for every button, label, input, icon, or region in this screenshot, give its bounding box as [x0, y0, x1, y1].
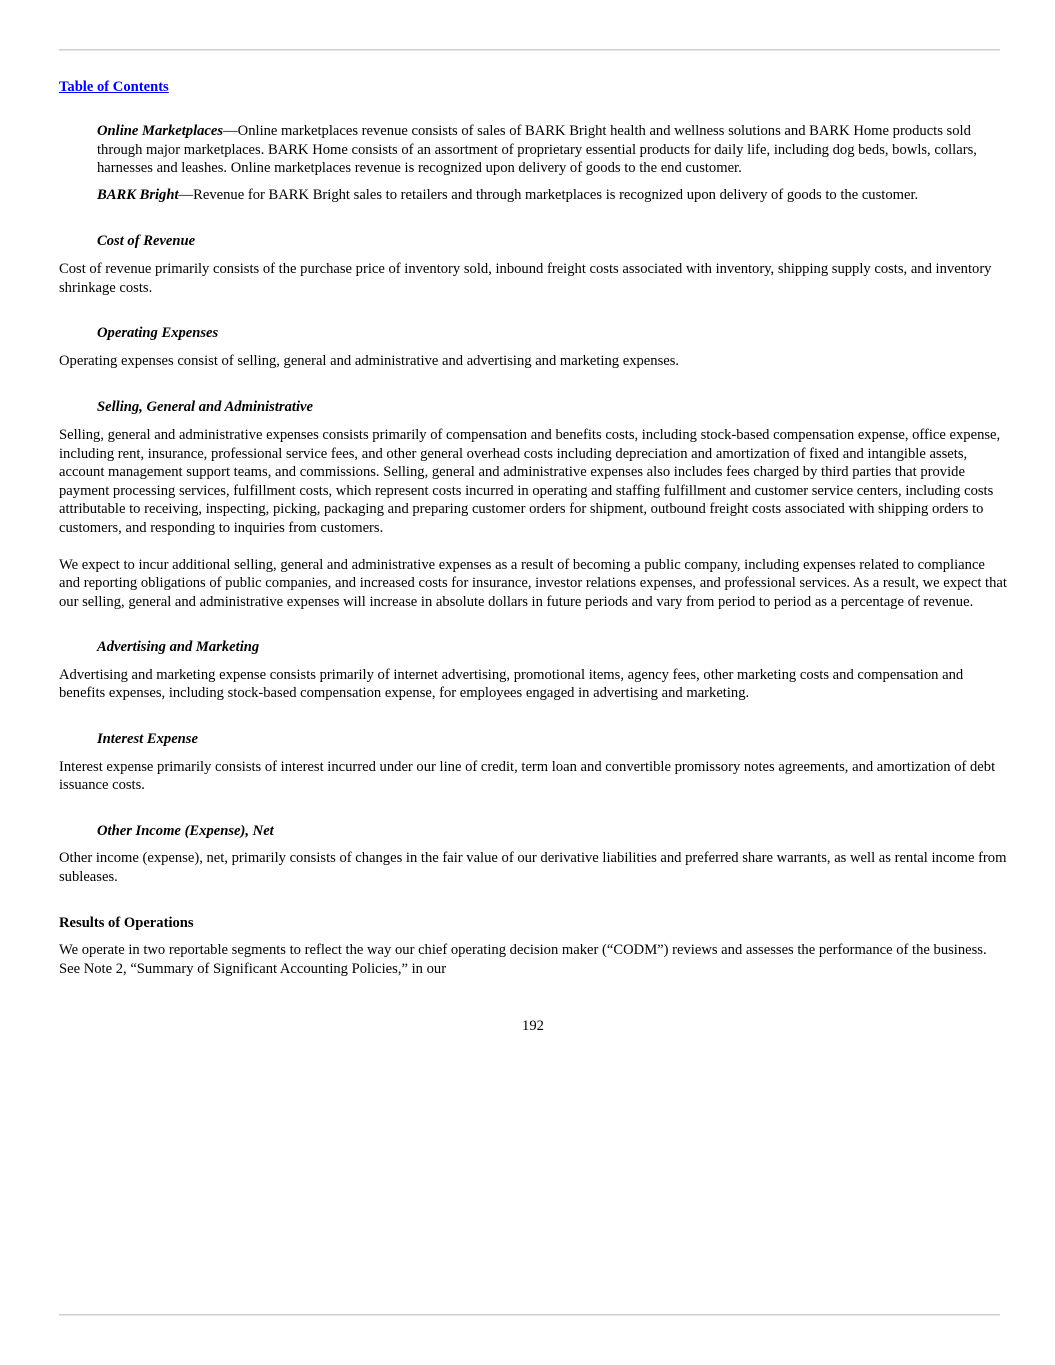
sga-heading: Selling, General and Administrative [97, 399, 313, 416]
other-income-text: Other income (expense), net, primarily consists of changes in the fair value of our derivative liabilities and preferred share warrants, as well as rental income from subleases. [59, 850, 1007, 886]
interest-expense-text: Interest expense primarily consists of interest incurred under our line of credit, term loan and convertible promissory notes agreements, and amortization of debt issuance costs. [59, 758, 996, 794]
online-marketplaces-term: Online Marketplaces [97, 123, 224, 139]
other-income-heading: Other Income (Expense), Net [97, 822, 274, 839]
operating-expenses-text: Operating expenses consist of selling, general and administrative and advertising and marketing expenses. [59, 352, 680, 369]
advertising-text: Advertising and marketing expense consists primarily of internet advertising, promotional items, agency fees, other marketing costs and compensation and benefits expenses, including stock-based compensation expense, for employees engaged in advertising and marketing. [59, 666, 964, 702]
online-marketplaces-text: —Online marketplaces revenue consists of sales of BARK Bright health and wellness solutions and BARK Home products sold through major marketplaces. BARK Home consists of an assortment of proprietary essential products for daily life, including dog beds, bowls, collars, harnesses and leashes. Online marketplaces revenue is recognized upon delivery of goods to the end customer. [97, 123, 977, 177]
bottom-divider [59, 1314, 1000, 1315]
sga-text-2: We expect to incur additional selling, general and administrative expenses as a result of becoming a public company, including expenses related to compliance and reporting obligations of public companies, and increased costs for insurance, investor relations expenses, and professional services. As a result, we expect that our selling, general and administrative expenses will increase in absolute dollars in future periods and vary from period to period as a percentage of revenue. [59, 556, 1007, 610]
table-of-contents-link[interactable]: Table of Contents [59, 79, 169, 95]
page-number: 192 [522, 1018, 544, 1034]
interest-expense-heading: Interest Expense [97, 731, 198, 748]
bark-bright-paragraph [97, 186, 1009, 205]
sga-text-1: Selling, general and administrative expenses consists primarily of compensation and benefits costs, including stock-based compensation expense, office expense, including rent, insurance, professional service fees, and other general overhead costs including depreciation and amortization of fixed and intangible assets, account management support teams, and commissions. Selling, general and administrative expenses also includes fees charged by third parties that provide payment processing services, fulfillment costs, which represent costs incurred in operating and staffing fulfillment and customer service centers, including costs attributable to receiving, inspecting, picking, packaging and preparing customer orders for shipment, outbound freight costs associated with shipping orders to customers, and responding to inquiries from customers. [59, 426, 1001, 536]
cost-of-revenue-heading: Cost of Revenue [97, 233, 196, 250]
advertising-heading: Advertising and Marketing [97, 639, 260, 656]
operating-expenses-heading: Operating Expenses [97, 325, 219, 342]
cost-of-revenue-text: Cost of revenue primarily consists of the purchase price of inventory sold, inbound freight costs associated with inventory, shipping supply costs, and inventory shrinkage costs. [59, 260, 992, 296]
bark-bright-term: BARK Bright [97, 186, 179, 203]
results-of-operations-heading: Results of Operations [59, 914, 194, 931]
online-marketplaces-paragraph [97, 122, 1009, 178]
document-body [59, 122, 1009, 978]
results-of-operations-text: We operate in two reportable segments to reflect the way our chief operating decision maker (“CODM”) reviews and assesses the performance of the business. See Note 2, “Summary of Significant Accounting Policies,” in our [59, 942, 987, 977]
bark-bright-text: —Revenue for BARK Bright sales to retailers and through marketplaces is recognized upon delivery of goods to the customer. [178, 186, 919, 203]
top-divider [59, 49, 1000, 50]
